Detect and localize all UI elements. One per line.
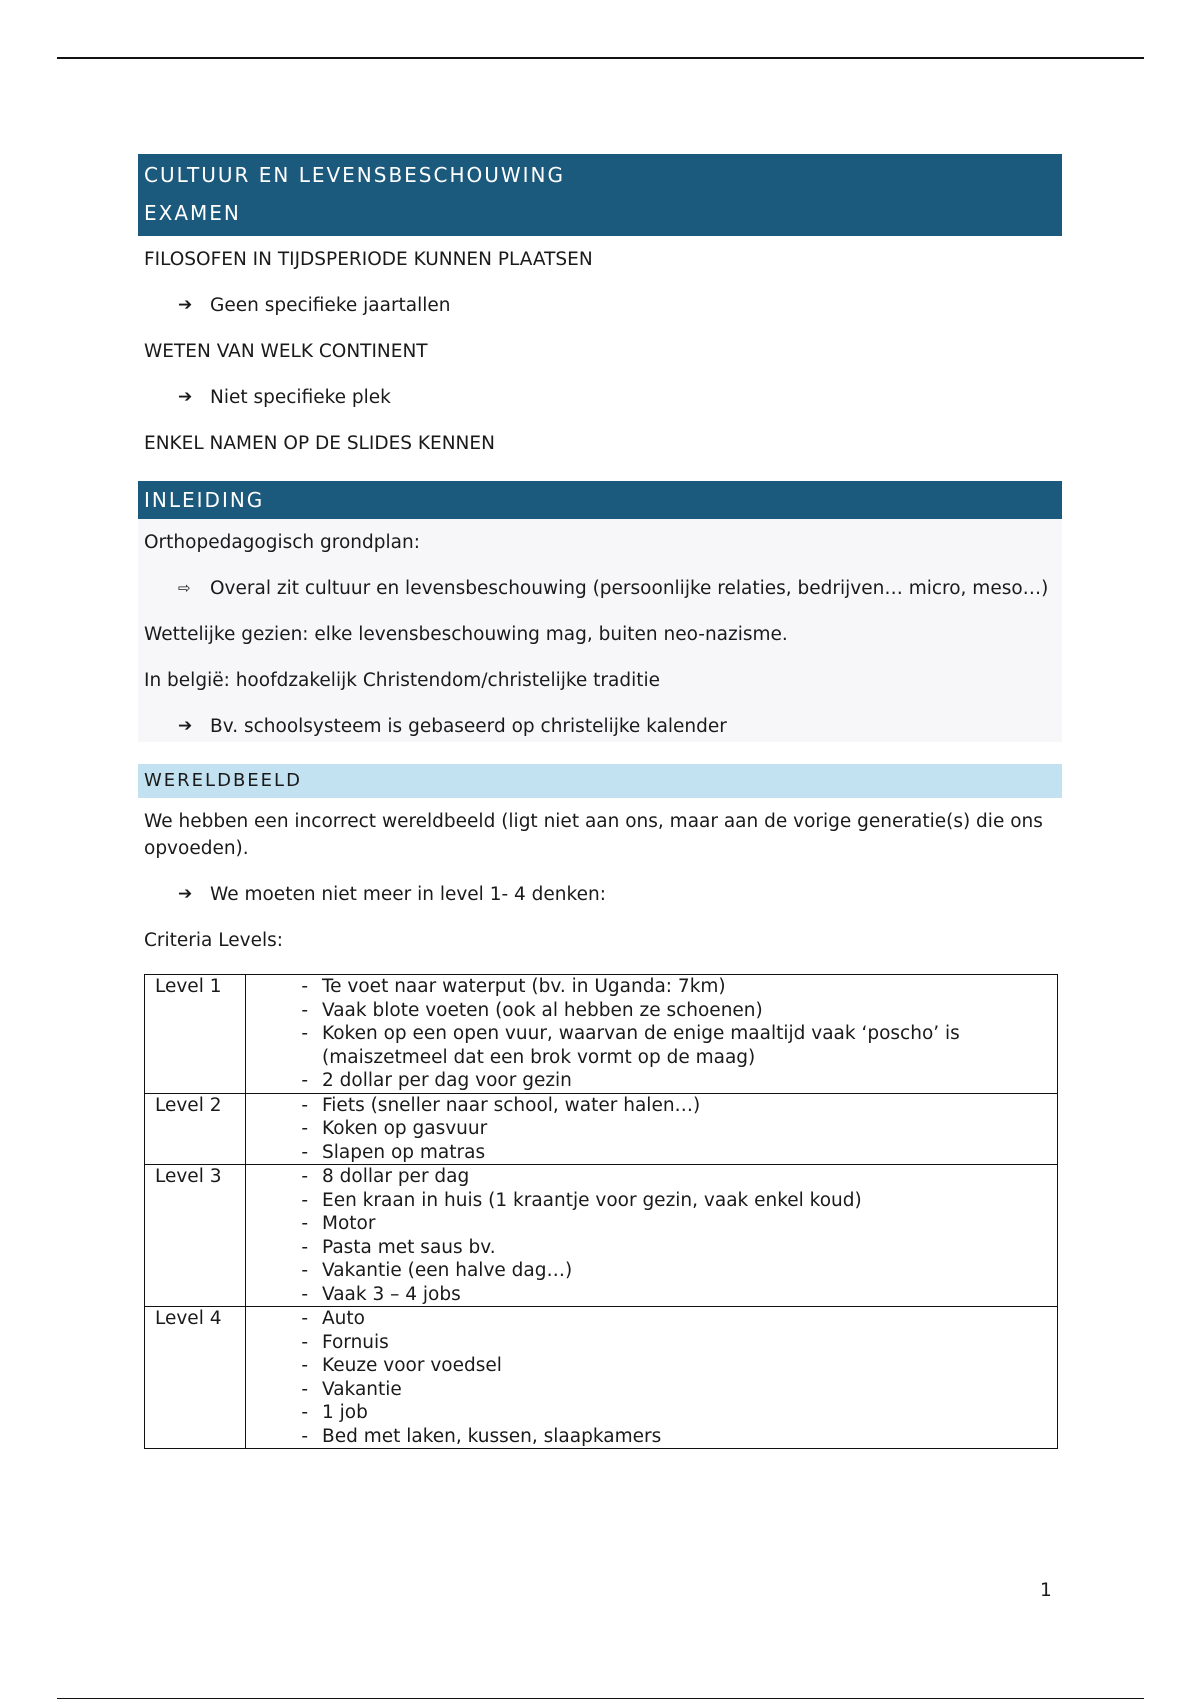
page-number: 1 (1040, 1580, 1052, 1601)
exam-note-heading: ENKEL NAMEN OP DE SLIDES KENNEN (144, 433, 495, 454)
exam-note-heading: WETEN VAN WELK CONTINENT (144, 341, 428, 362)
list-item (246, 1236, 1057, 1260)
level-label: Level 4 (145, 1307, 246, 1449)
level-criteria (246, 1165, 1058, 1307)
dash-bullet-icon: - (301, 1118, 308, 1139)
inleiding-legal: Wettelijke gezien: elke levensbeschouwing mag, buiten neo-nazisme. (144, 624, 788, 645)
list-item (246, 1141, 1057, 1165)
criteria-text: Fornuis (322, 1331, 389, 1353)
table-row (145, 1307, 1058, 1449)
criteria-text: Vaak 3 – 4 jobs (322, 1283, 461, 1305)
criteria-text: Koken op gasvuur (322, 1118, 488, 1139)
inleiding-belgium-example: ➔ Bv. schoolsysteem is gebaseerd op christelijke kalender (138, 713, 1062, 740)
list-item (246, 1069, 1057, 1093)
footer-rule (57, 1698, 1144, 1699)
dash-bullet-icon: - (301, 1236, 308, 1258)
table-row (145, 975, 1058, 1094)
criteria-text: Fiets (sneller naar school, water halen…) (322, 1094, 701, 1116)
document-body (138, 154, 1062, 1449)
dash-bullet-icon: - (301, 1023, 308, 1044)
dash-bullet-icon: - (301, 1331, 308, 1353)
level-label: Level 1 (145, 975, 246, 1094)
dash-bullet-icon: - (301, 1355, 308, 1376)
dash-bullet-icon: - (301, 1166, 308, 1187)
section-heading-wereldbeeld: WERELDBEELD (138, 764, 1062, 798)
criteria-text: 2 dollar per dag voor gezin (322, 1070, 572, 1091)
list-item (246, 1307, 1057, 1331)
dash-bullet-icon: - (301, 1260, 308, 1281)
dash-bullet-icon: - (301, 1070, 308, 1091)
dash-bullet-icon: - (301, 1402, 308, 1423)
criteria-text: Vaak blote voeten (ook al hebben ze schoenen) (322, 999, 763, 1021)
criteria-text: Pasta met saus bv. (322, 1236, 496, 1258)
list-item (246, 1165, 1057, 1189)
dash-bullet-icon: - (301, 1189, 308, 1211)
arrow-bullet-icon: ➔ (178, 716, 193, 736)
criteria-text: Auto (322, 1308, 365, 1329)
list-item (246, 1378, 1057, 1402)
list-item (246, 1259, 1057, 1283)
list-item (246, 1212, 1057, 1236)
arrow-bullet-icon: ➔ (178, 295, 193, 315)
criteria-text: Te voet naar waterput (bv. in Uganda: 7km) (322, 976, 726, 997)
hollow-arrow-bullet-icon: ⇨ (178, 579, 191, 597)
arrow-bullet-icon: ➔ (178, 884, 193, 904)
list-item (246, 1022, 1057, 1069)
title-line-1: CULTUUR EN LEVENSBESCHOUWING (144, 163, 566, 187)
inleiding-section (138, 519, 1062, 742)
criteria-text: Koken op een open vuur, waarvan de enige maaltijd vaak ‘poscho’ is (maiszetmeel dat een brok vormt op de maag) (322, 1023, 960, 1068)
list-item (246, 1094, 1057, 1118)
dash-bullet-icon: - (301, 999, 308, 1021)
list-item (246, 1401, 1057, 1425)
criteria-label: Criteria Levels: (144, 930, 283, 951)
dash-bullet-icon: - (301, 1141, 308, 1163)
wereldbeeld-text: We hebben een incorrect wereldbeeld (ligt niet aan ons, maar aan de vorige generatie(s) die ons opvoeden). (144, 811, 1043, 859)
inleiding-intro: Orthopedagogisch grondplan: (144, 532, 420, 553)
exam-note-bullet: ➔ Niet specifieke plek (138, 384, 1062, 411)
document-title (138, 154, 1062, 236)
list-item (246, 1425, 1057, 1449)
table-row (145, 1165, 1058, 1307)
title-line-2: EXAMEN (144, 201, 241, 225)
wereldbeeld-point: ➔ We moeten niet meer in level 1- 4 denken: (138, 881, 1062, 908)
dash-bullet-icon: - (301, 1283, 308, 1305)
dash-bullet-icon: - (301, 1378, 308, 1400)
criteria-text: Een kraan in huis (1 kraantje voor gezin, vaak enkel koud) (322, 1189, 862, 1211)
inleiding-belgium: In belgië: hoofdzakelijk Christendom/christelijke traditie (144, 670, 661, 691)
section-heading-inleiding: INLEIDING (138, 481, 1062, 519)
exam-note-bullet: ➔ Geen specifieke jaartallen (138, 292, 1062, 319)
list-item (246, 975, 1057, 999)
level-label: Level 2 (145, 1093, 246, 1165)
list-item (246, 1189, 1057, 1213)
dash-bullet-icon: - (301, 1094, 308, 1116)
criteria-text: 1 job (322, 1402, 368, 1423)
level-criteria (246, 1093, 1058, 1165)
header-rule (57, 57, 1144, 59)
inleiding-point: ⇨ Overal zit cultuur en levensbeschouwing (persoonlijke relaties, bedrijven… micro, meso…) (138, 575, 1062, 602)
list-item (246, 1354, 1057, 1378)
dash-bullet-icon: - (301, 976, 308, 997)
exam-note-heading: FILOSOFEN IN TIJDSPERIODE KUNNEN PLAATSEN (144, 249, 593, 270)
level-label: Level 3 (145, 1165, 246, 1307)
dash-bullet-icon: - (301, 1213, 308, 1234)
criteria-text: Keuze voor voedsel (322, 1355, 502, 1376)
list-item (246, 1331, 1057, 1355)
level-criteria (246, 975, 1058, 1094)
levels-table (144, 974, 1058, 1449)
criteria-text: Slapen op matras (322, 1141, 486, 1163)
criteria-text: Vakantie (een halve dag…) (322, 1260, 573, 1281)
dash-bullet-icon: - (301, 1425, 308, 1447)
list-item (246, 999, 1057, 1023)
list-item (246, 1283, 1057, 1307)
arrow-bullet-icon: ➔ (178, 387, 193, 407)
level-criteria (246, 1307, 1058, 1449)
dash-bullet-icon: - (301, 1308, 308, 1329)
table-row (145, 1093, 1058, 1165)
list-item (246, 1117, 1057, 1141)
criteria-text: 8 dollar per dag (322, 1166, 470, 1187)
criteria-text: Motor (322, 1213, 376, 1234)
criteria-text: Vakantie (322, 1378, 402, 1400)
criteria-text: Bed met laken, kussen, slaapkamers (322, 1425, 662, 1447)
